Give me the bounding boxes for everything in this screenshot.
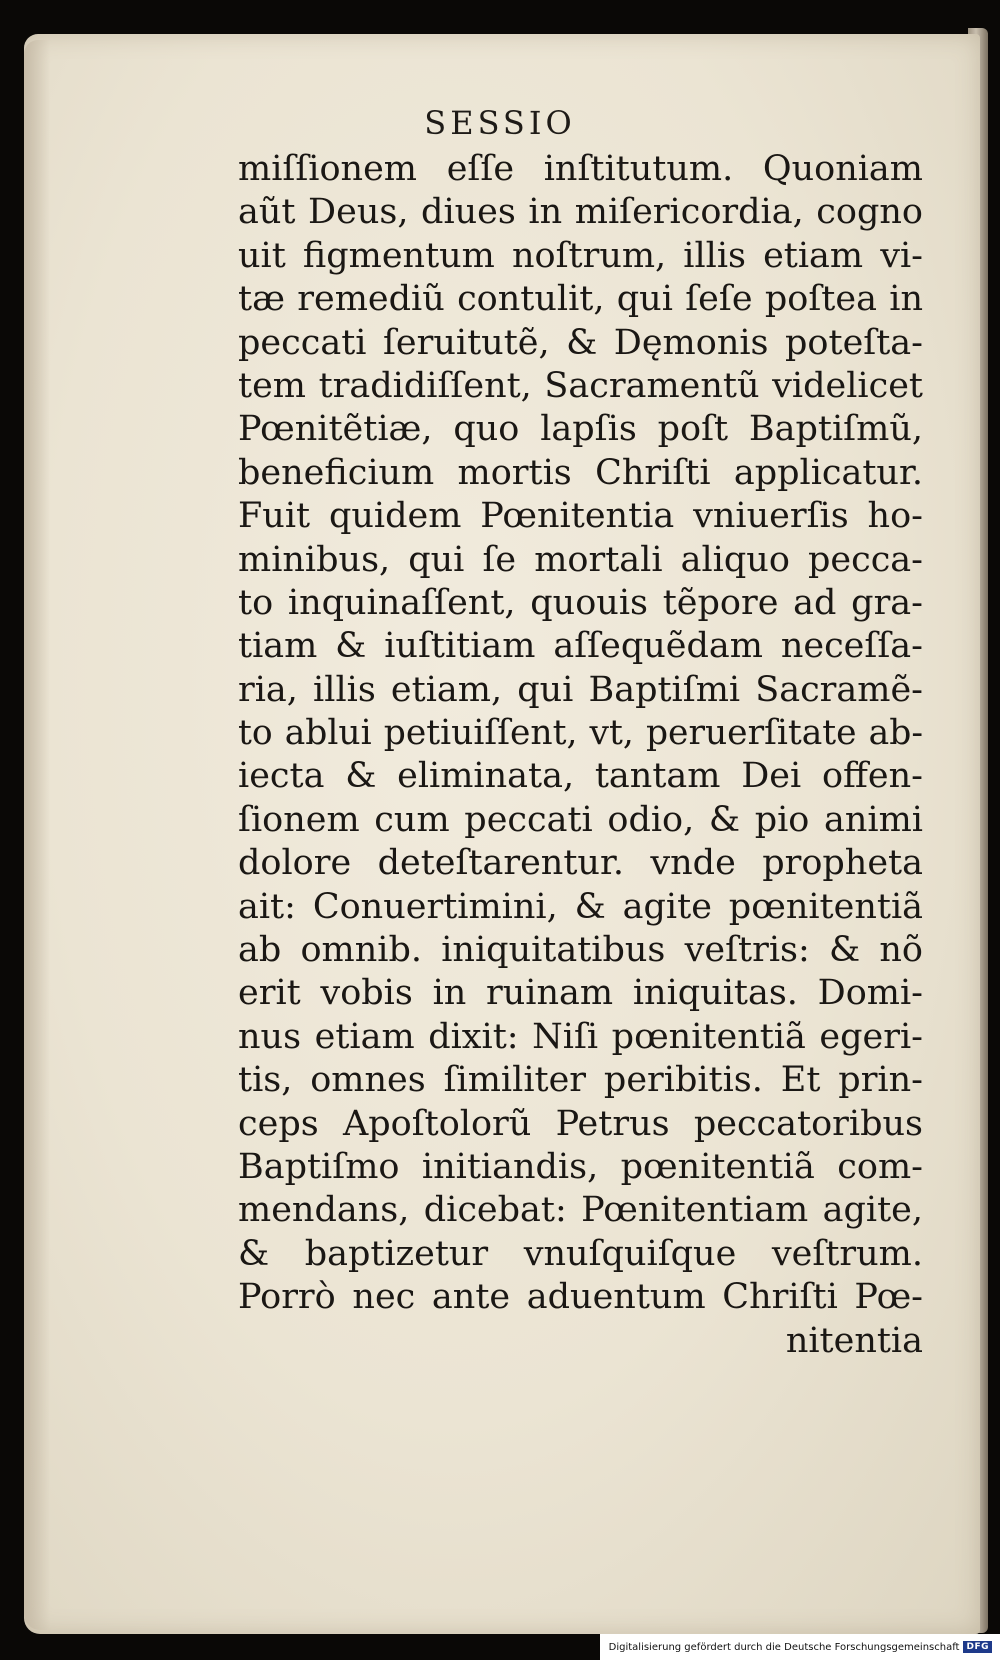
footer-credit (600, 1634, 1000, 1660)
text-line: to ablui petiuiſſent, vt, peruerſitate ab- (238, 713, 923, 754)
text-line: miſſionem eſſe inſtitutum. Quoniam (238, 149, 923, 189)
text-line: erit vobis in ruinam iniquitas. Domi- (238, 973, 923, 1014)
text-line: tis, omnes ſimiliter peribitis. Et prin- (238, 1060, 923, 1101)
text-line: Porrò nec ante aduentum Chriſti Pœ- (238, 1277, 923, 1318)
text-line: Pœnitẽtiæ, quo lapſis poſt Baptiſmũ, (238, 409, 923, 450)
text-line: tem tradidiſſent, Sacramentũ videlicet (238, 365, 923, 406)
footer-text: Digitalisierung gefördert durch die Deutsche Forschungsgemeinschaft (608, 1641, 960, 1653)
text-line: ait: Conuertimini, & agite pœnitentiã (238, 886, 923, 927)
text-line: ria, illis etiam, qui Baptiſmi Sacramẽ- (238, 669, 923, 710)
text-line: tæ remediũ contulit, qui ſeſe poſtea in (238, 279, 923, 320)
text-line: beneficium mortis Chriſti applicatur. (238, 452, 923, 493)
text-line: dolore deteſtarentur. vnde propheta (238, 843, 923, 884)
dfg-logo-icon: DFG (963, 1641, 992, 1653)
text-line: uit figmentum noſtrum, illis etiam vi- (238, 235, 923, 276)
text-line: iecta & eliminata, tantam Dei offen- (238, 756, 923, 797)
body-text (238, 148, 923, 1363)
catchword: nitentia (785, 1320, 923, 1361)
text-line: tiam & iuſtitiam aſſequẽdam neceſſa- (238, 626, 923, 667)
text-line: ſionem cum peccati odio, & pio animi (238, 799, 923, 840)
text-line: mendans, dicebat: Pœnitentiam agite, (238, 1190, 923, 1231)
text-line: peccati ſeruitutẽ, & Dęmonis poteſta- (238, 322, 923, 363)
text-line: Baptiſmo initiandis, pœnitentiã com- (238, 1146, 923, 1187)
running-head: SESSIO (424, 104, 576, 142)
text-line: to inquinaſſent, quouis tẽpore ad gra- (238, 582, 923, 623)
text-line: minibus, qui ſe mortali aliquo pecca- (238, 539, 923, 580)
text-line: ab omnib. iniquitatibus veſtris: & nõ (238, 930, 923, 971)
text-line: Fuit quidem Pœnitentia vniuerſis ho- (238, 496, 923, 537)
page-gutter-shadow (24, 40, 50, 1630)
text-line: aũt Deus, diues in miſericordia, cogno (238, 192, 923, 233)
text-line: nus etiam dixit: Niſi pœnitentiã egeri- (238, 1016, 923, 1057)
text-line: & baptizetur vnuſquiſque veſtrum. (238, 1233, 923, 1274)
text-line: ceps Apoſtolorũ Petrus peccatoribus (238, 1103, 923, 1144)
